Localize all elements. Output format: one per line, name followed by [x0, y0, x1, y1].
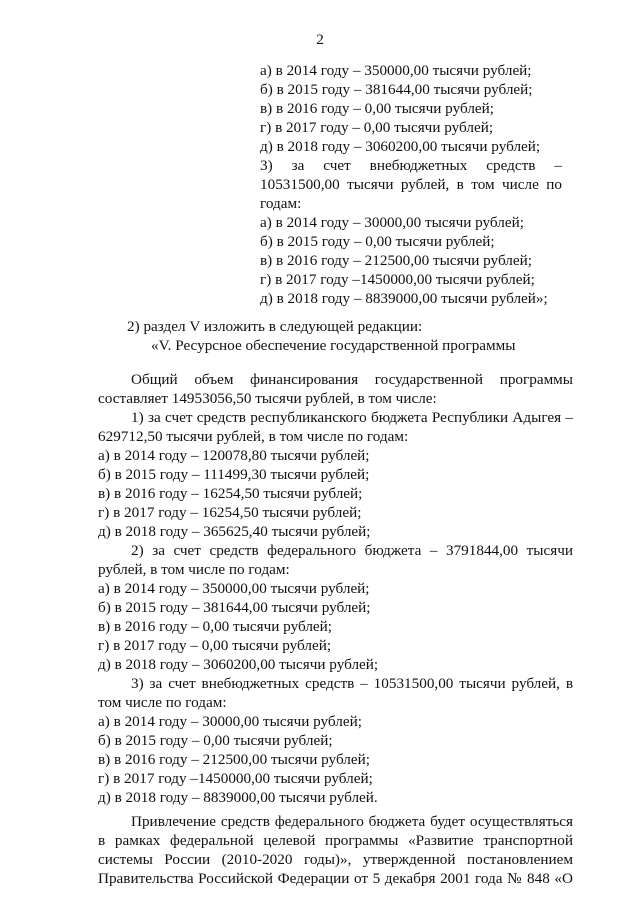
body-line: г) в 2017 году –1450000,00 тысячи рублей;	[98, 770, 373, 787]
body-line: 629712,50 тысячи рублей, в том числе по годам:	[98, 428, 409, 445]
tail-line: 10531500,00 тысячи рублей, в том числе по	[260, 176, 562, 193]
body-line: том числе по годам:	[98, 694, 227, 711]
tail-line: 3) за счет внебюджетных средств –	[260, 157, 562, 174]
body-line: рублей, в том числе по годам:	[98, 561, 290, 578]
body-line: б) в 2015 году – 111499,30 тысячи рублей;	[98, 466, 370, 483]
body-line: г) в 2017 году – 0,00 тысячи рублей;	[98, 637, 332, 654]
tail-line: а) в 2014 году – 350000,00 тысячи рублей;	[260, 62, 532, 79]
body-line: а) в 2014 году – 120078,80 тысячи рублей;	[98, 447, 370, 464]
tail-line: б) в 2015 году – 0,00 тысячи рублей;	[260, 233, 495, 250]
body-line: 3) за счет внебюджетных средств – 10531500,00 тысячи рублей, в	[131, 675, 573, 692]
tail-line: г) в 2017 году –1450000,00 тысячи рублей;	[260, 271, 535, 288]
tail-line: д) в 2018 году – 3060200,00 тысячи рублей;	[260, 138, 541, 155]
amendment-instruction: 2) раздел V изложить в следующей редакции:	[127, 318, 423, 335]
section-heading: «V. Ресурсное обеспечение государственной программы	[151, 337, 516, 354]
page-number: 2	[316, 31, 324, 48]
body-line: б) в 2015 году – 0,00 тысячи рублей;	[98, 732, 333, 749]
body-line: Общий объем финансирования государственной программы	[131, 371, 573, 388]
tail-line: а) в 2014 году – 30000,00 тысячи рублей;	[260, 214, 524, 231]
tail-line: в) в 2016 году – 212500,00 тысячи рублей;	[260, 252, 532, 269]
body-line: в) в 2016 году – 212500,00 тысячи рублей;	[98, 751, 370, 768]
body-line: Привлечение средств федерального бюджета будет осуществляться	[131, 813, 573, 830]
tail-line: годам:	[260, 195, 302, 212]
body-line: 2) за счет средств федерального бюджета – 3791844,00 тысячи	[131, 542, 573, 559]
tail-line: д) в 2018 году – 8839000,00 тысячи рублей»;	[260, 290, 548, 307]
tail-line: г) в 2017 году – 0,00 тысячи рублей;	[260, 119, 494, 136]
body-line: б) в 2015 году – 381644,00 тысячи рублей;	[98, 599, 371, 616]
body-line: в рамках федеральной целевой программы «Развитие транспортной	[98, 832, 573, 849]
body-line: а) в 2014 году – 30000,00 тысячи рублей;	[98, 713, 362, 730]
body-line: 1) за счет средств республиканского бюджета Республики Адыгея –	[131, 409, 573, 426]
body-line: составляет 14953056,50 тысячи рублей, в том числе:	[98, 390, 437, 407]
body-line: а) в 2014 году – 350000,00 тысячи рублей;	[98, 580, 370, 597]
body-line: д) в 2018 году – 365625,40 тысячи рублей;	[98, 523, 371, 540]
body-line: г) в 2017 году – 16254,50 тысячи рублей;	[98, 504, 362, 521]
tail-line: в) в 2016 году – 0,00 тысячи рублей;	[260, 100, 494, 117]
body-line: в) в 2016 году – 0,00 тысячи рублей;	[98, 618, 332, 635]
tail-line: б) в 2015 году – 381644,00 тысячи рублей;	[260, 81, 533, 98]
body-line: д) в 2018 году – 8839000,00 тысячи рублей.	[98, 789, 378, 806]
body-line: Правительства Российской Федерации от 5 декабря 2001 года № 848 «О	[98, 870, 573, 887]
body-line: в) в 2016 году – 16254,50 тысячи рублей;	[98, 485, 363, 502]
body-line: системы России (2010-2020 годы)», утвержденной постановлением	[98, 851, 573, 868]
body-line: д) в 2018 году – 3060200,00 тысячи рублей;	[98, 656, 379, 673]
